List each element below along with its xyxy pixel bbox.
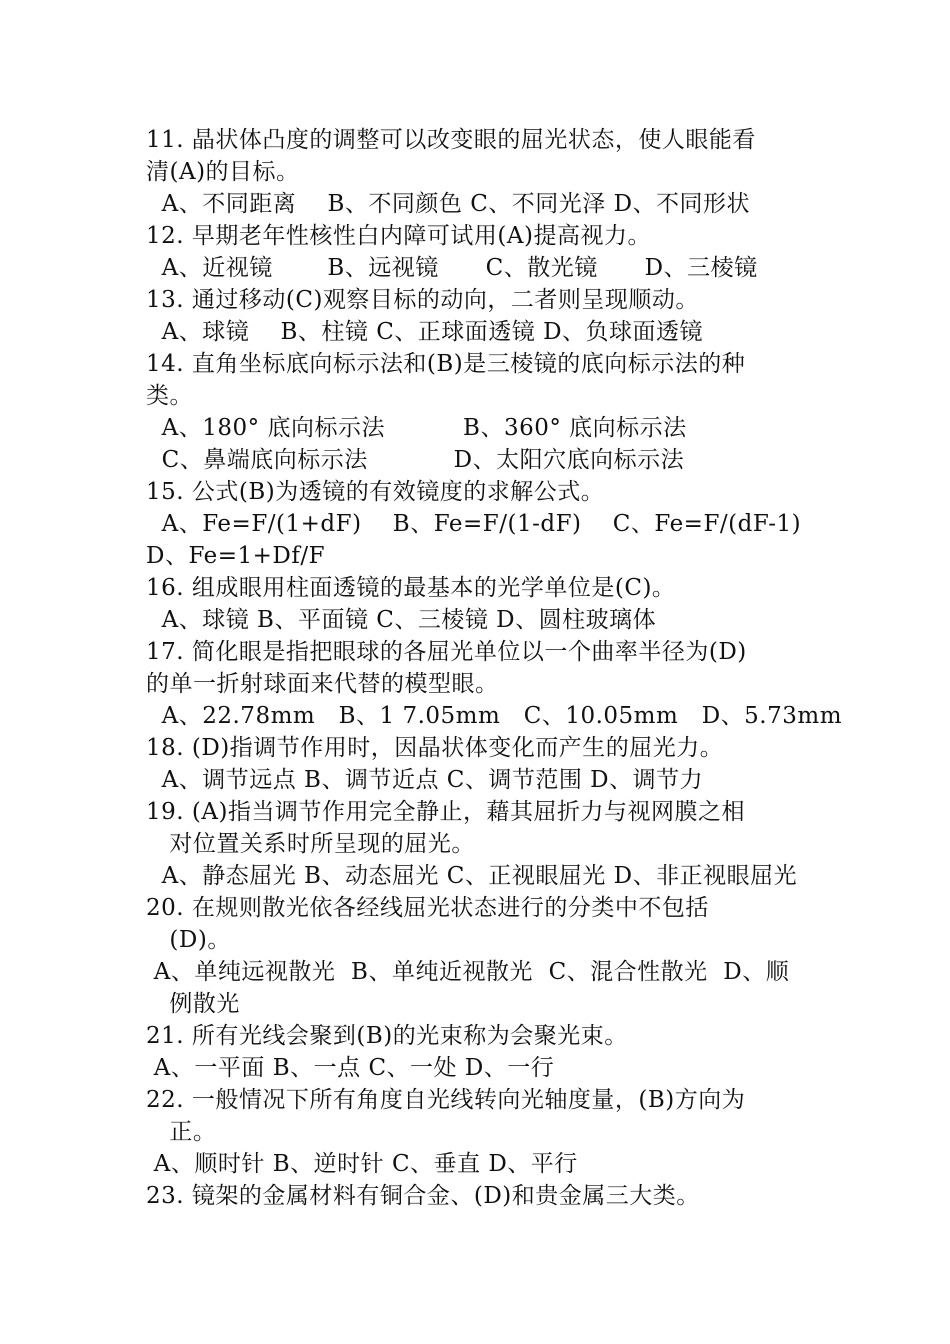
text-line: 17. 简化眼是指把眼球的各屈光单位以一个曲率半径为(D) [146,639,747,665]
text-line: 21. 所有光线会聚到(B)的光束称为会聚光束。 [146,1023,628,1049]
text-line: A、一平面 B、一点 C、一处 D、一行 [146,1055,555,1081]
text-line: A、球镜 B、柱镜 C、正球面透镜 D、负球面透镜 [146,319,704,345]
text-line: C、鼻端底向标示法 D、太阳穴底向标示法 [146,447,685,473]
text-line: A、单纯远视散光 B、单纯近视散光 C、混合性散光 D、顺 [146,959,790,985]
text-line: A、Fe=F/(1+dF) B、Fe=F/(1-dF) C、Fe=F/(dF-1) [146,511,802,537]
text-line: 13. 通过移动(C)观察目标的动向，二者则呈现顺动。 [146,287,699,313]
text-line: 正。 [146,1119,217,1145]
text-line: 19. (A)指当调节作用完全静止，藉其屈折力与视网膜之相 [146,799,745,825]
text-line: 20. 在规则散光依各经线屈光状态进行的分类中不包括 [146,895,709,921]
text-line: 12. 早期老年性核性白内障可试用(A)提高视力。 [146,223,651,249]
text-line: A、顺时针 B、逆时针 C、垂直 D、平行 [146,1151,578,1177]
text-line: 15. 公式(B)为透镜的有效镜度的求解公式。 [146,479,605,505]
text-line: A、静态屈光 B、动态屈光 C、正视眼屈光 D、非正视眼屈光 [146,863,798,889]
text-line: 11. 晶状体凸度的调整可以改变眼的屈光状态，使人眼能看 [146,127,756,153]
text-line: 类。 [146,383,193,409]
text-line: A、180° 底向标示法 B、360° 底向标示法 [146,415,687,441]
text-line: 23. 镜架的金属材料有铜合金、(D)和贵金属三大类。 [146,1183,700,1209]
text-line: 18. (D)指调节作用时，因晶状体变化而产生的屈光力。 [146,735,724,761]
text-line: 14. 直角坐标底向标示法和(B)是三棱镜的底向标示法的种 [146,351,746,377]
text-line: 清(A)的目标。 [146,159,300,185]
text-line: 对位置关系时所呈现的屈光。 [146,831,475,857]
text-line: A、不同距离 B、不同颜色 C、不同光泽 D、不同形状 [146,191,751,217]
text-line: 的单一折射球面来代替的模型眼。 [146,671,499,697]
text-line: 例散光 [146,991,240,1017]
text-line: A、调节远点 B、调节近点 C、调节范围 D、调节力 [146,767,704,793]
text-line: 22. 一般情况下所有角度自光线转向光轴度量，(B)方向为 [146,1087,746,1113]
text-line: A、22.78mm B、1 7.05mm C、10.05mm D、5.73mm [146,703,843,729]
text-line: A、近视镜 B、远视镜 C、散光镜 D、三棱镜 [146,255,758,281]
text-line: 16. 组成眼用柱面透镜的最基本的光学单位是(C)。 [146,575,676,601]
text-line: D、Fe=1+Df/F [146,543,326,569]
text-line: (D)。 [146,927,231,953]
text-line: A、球镜 B、平面镜 C、三棱镜 D、圆柱玻璃体 [146,607,657,633]
